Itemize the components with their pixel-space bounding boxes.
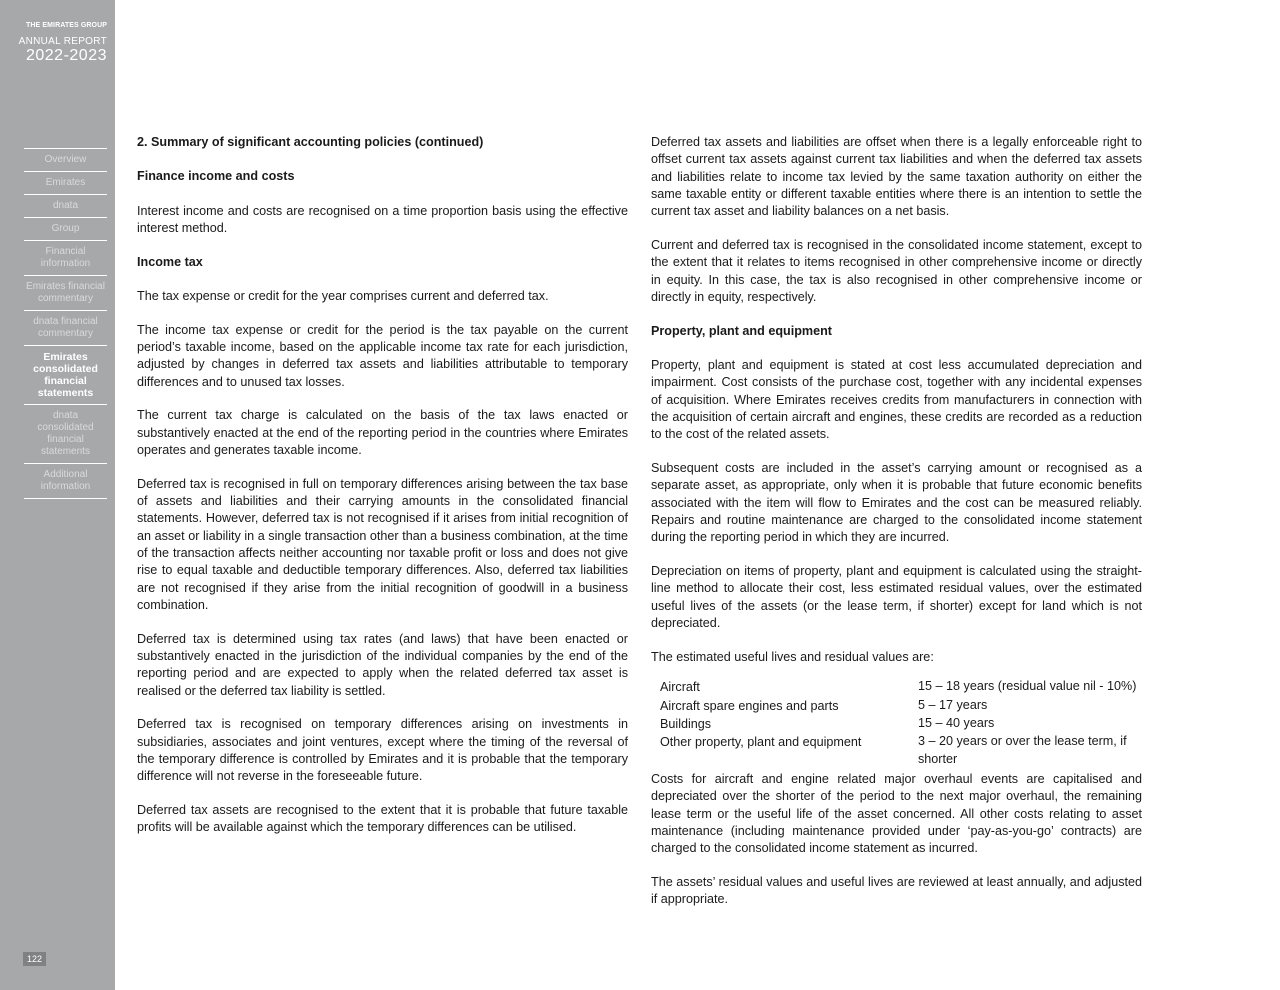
nav-item-dnata[interactable]: dnata	[24, 194, 107, 217]
asset-cell: Buildings	[660, 717, 712, 732]
ppe-paragraph-4: The estimated useful lives and residual values are:	[651, 649, 934, 664]
table-row	[651, 697, 1142, 715]
table-row	[651, 733, 1142, 768]
nav-item-dnata-financial-commentary[interactable]: dnata financial commentary	[24, 310, 107, 345]
income-tax-heading: Income tax	[137, 254, 203, 269]
left-column	[137, 134, 628, 853]
nav-item-emirates-financial-commentary[interactable]: Emirates financial commentary	[24, 275, 107, 310]
finance-income-heading: Finance income and costs	[137, 169, 295, 184]
nav-item-emirates[interactable]: Emirates	[24, 171, 107, 194]
nav-item-emirates-consolidated-statements[interactable]: Emirates consolidated financial statements	[24, 345, 107, 404]
ppe-paragraph-2: Subsequent costs are included in the asset’s carrying amount or recognised as a separate asset, as appropriate, only when it is probable that future economic benefits associated with the item will flow to Emirates and the cost can be measured reliably. Repairs and routine maintenance are charged to the consolidated income statement during the reporting period in which they are incurred.	[651, 460, 1142, 545]
income-tax-paragraph-2: The income tax expense or credit for the period is the tax payable on the current period’s taxable income, based on the applicable income tax rate for each jurisdiction, adjusted by changes in deferred tax assets and liabilities attributable to temporary differences and to unused tax losses.	[137, 322, 628, 389]
ppe-paragraph-6: The assets’ residual values and useful lives are reviewed at least annually, and adjusted if appropriate.	[651, 874, 1142, 907]
ppe-paragraph-5: Costs for aircraft and engine related major overhaul events are capitalised and depreciated over the shorter of the period to the next major overhaul, the remaining lease term or the useful life of the asset concerned. All other costs relating to asset maintenance (including maintenance provided under ‘pay-as-you-go’ contracts) are charged to the consolidated income statement as incurred.	[651, 771, 1142, 856]
ppe-paragraph-1: Property, plant and equipment is stated at cost less accumulated depreciation and impairment. Cost consists of the purchase cost, together with any incidental expenses of acquisition. Where Emirates receives credits from manufacturers in connection with the acquisition of certain aircraft and engines, these credits are recorded as a reduction to the cost of the related assets.	[651, 357, 1142, 442]
asset-cell: Other property, plant and equipment	[660, 735, 862, 750]
life-cell: 5 – 17 years	[918, 697, 988, 712]
section-nav	[24, 148, 107, 499]
right-column	[651, 134, 1142, 925]
ppe-paragraph-3: Depreciation on items of property, plant and equipment is calculated using the straight-line method to allocate their cost, less estimated residual values, over the estimated useful lives of the assets (or the lease term, if shorter) except for land which is not depreciated.	[651, 563, 1142, 630]
section-heading: 2. Summary of significant accounting policies (continued)	[137, 135, 484, 149]
income-tax-paragraph-9: Current and deferred tax is recognised in the consolidated income statement, except to the extent that it relates to items recognised in other comprehensive income or directly in equity. In this case, the tax is also recognised in other comprehensive income or directly in equity, respectively.	[651, 237, 1142, 304]
nav-item-group[interactable]: Group	[24, 217, 107, 240]
asset-cell: Aircraft	[660, 680, 700, 695]
ppe-heading: Property, plant and equipment	[651, 323, 832, 338]
life-cell: 15 – 18 years (residual value nil - 10%)	[918, 679, 1137, 694]
nav-item-additional-information[interactable]: Additional information	[24, 463, 107, 499]
life-cell: 15 – 40 years	[918, 716, 995, 731]
useful-lives-table	[651, 678, 1142, 767]
report-brand	[0, 22, 107, 64]
asset-cell: Aircraft spare engines and parts	[660, 698, 839, 713]
nav-item-dnata-consolidated-statements[interactable]: dnata consolidated financial statements	[24, 404, 107, 463]
income-tax-paragraph-6: Deferred tax is recognised on temporary differences arising on investments in subsidiaries, associates and joint ventures, except where the timing of the reversal of the temporary difference is controlled by Emirates and it is probable that the temporary difference will not reverse in the foreseeable future.	[137, 717, 628, 784]
income-tax-paragraph-3: The current tax charge is calculated on the basis of the tax laws enacted or substantively enacted at the end of the reporting period in the countries where Emirates operates and generates taxable income.	[137, 408, 628, 458]
income-tax-paragraph-8: Deferred tax assets and liabilities are offset when there is a legally enforceable right to offset current tax assets against current tax liabilities and when the deferred tax assets and liabilities relate to income tax levied by the same taxation authority on either the same taxable entity or different taxable entities where there is an intention to settle the current tax asset and liability balances on a net basis.	[651, 135, 1142, 219]
finance-income-paragraph: Interest income and costs are recognised on a time proportion basis using the effective interest method.	[137, 203, 628, 235]
sidebar	[0, 0, 115, 990]
table-row	[651, 678, 1142, 696]
income-tax-paragraph-1: The tax expense or credit for the year comprises current and deferred tax.	[137, 288, 549, 303]
income-tax-paragraph-4: Deferred tax is recognised in full on temporary differences arising between the tax base of assets and liabilities and their carrying amounts in the consolidated financial statements. However, deferred tax is not recognised if it arises from initial recognition of an asset or liability in a single transaction other than a business combination, at the time of the transaction affects neither accounting nor taxable profit or loss and does not give rise to equal taxable and deductible temporary differences. Also, deferred tax liabilities are not recognised if they arise from the initial recognition of goodwill in a business combination.	[137, 476, 628, 612]
life-cell: 3 – 20 years or over the lease term, if shorter	[918, 734, 1127, 766]
nav-item-overview[interactable]: Overview	[24, 148, 107, 171]
page-number: 122	[23, 952, 46, 966]
nav-item-financial-information[interactable]: Financial information	[24, 240, 107, 275]
table-row	[651, 715, 1142, 733]
report-year: 2022-2023	[25, 47, 107, 64]
income-tax-paragraph-7: Deferred tax assets are recognised to the extent that it is probable that future taxable profits will be available against which the temporary differences can be utilised.	[137, 803, 628, 835]
report-title: ANNUAL REPORT	[18, 36, 107, 47]
group-name: THE EMIRATES GROUP	[25, 22, 107, 29]
income-tax-paragraph-5: Deferred tax is determined using tax rates (and laws) that have been enacted or substantively enacted in the jurisdiction of the individual companies by the end of the reporting period and are expected to apply when the related deferred tax asset is realised or the deferred tax liability is settled.	[137, 631, 628, 698]
